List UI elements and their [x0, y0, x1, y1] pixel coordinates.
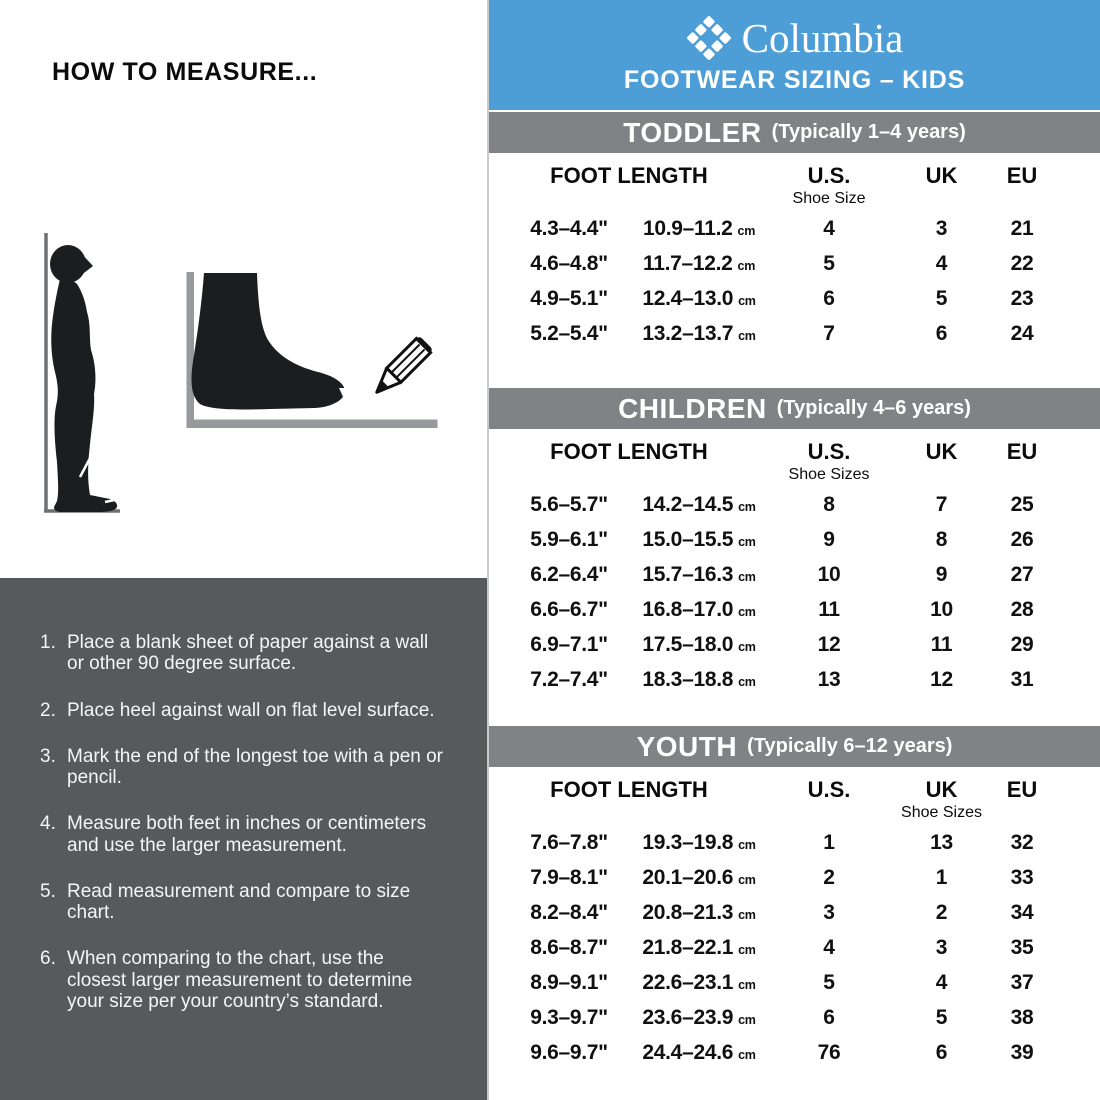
section-name: YOUTH [636, 730, 738, 762]
eu-size: 23 [1010, 286, 1034, 310]
foot-length-cm: 10.9–11.2 cm [642, 216, 756, 240]
us-size: 9 [823, 527, 835, 551]
us-size: 4 [823, 935, 835, 959]
us-size: 2 [823, 865, 835, 889]
step-number: 3. [40, 745, 56, 767]
shoe-size-note: Shoe Sizes [788, 466, 870, 483]
uk-size: 2 [935, 900, 948, 924]
instruction-step [40, 700, 461, 721]
foot-length-inches: 4.6–4.8" [530, 251, 608, 275]
instruction-step [40, 881, 461, 924]
uk-size: 3 [935, 216, 948, 240]
eu-size: 31 [1010, 667, 1034, 691]
eu-size: 24 [1010, 321, 1034, 345]
foot-silhouette [192, 273, 345, 409]
size-row [489, 316, 1100, 351]
us-size: 6 [823, 286, 835, 310]
step-text: Measure both feet in inches or centimeters and use the larger measurement. [67, 813, 427, 856]
foot-length-inches: 4.9–5.1" [530, 286, 608, 310]
size-row [489, 211, 1100, 246]
uk-size: 7 [935, 492, 948, 516]
measurement-diagram [0, 0, 487, 578]
children-section-header [489, 388, 1100, 429]
size-row [489, 1035, 1100, 1070]
measuring-illustration-area [0, 0, 487, 578]
foot-length-cm: 20.8–21.3 cm [642, 900, 756, 924]
foot-length-cm: 16.8–17.0 cm [642, 597, 756, 621]
eu-size: 38 [1010, 1005, 1034, 1029]
uk-size: 4 [935, 970, 948, 994]
step-number: 4. [40, 813, 56, 835]
paper-sheet [196, 410, 409, 417]
uk-size: 12 [930, 667, 953, 691]
col-uk: UK [925, 439, 958, 464]
eu-size: 29 [1010, 632, 1034, 656]
step-number: 6. [40, 948, 56, 970]
brand-wordmark: Columbia [741, 14, 904, 61]
eu-size: 33 [1010, 865, 1034, 889]
us-size: 5 [823, 970, 835, 994]
foot-length-inches: 8.9–9.1" [530, 970, 608, 994]
foot-length-inches: 4.3–4.4" [530, 216, 608, 240]
foot-length-cm: 20.1–20.6 cm [642, 865, 756, 889]
us-size: 3 [823, 900, 835, 924]
shoe-size-note: Shoe Size [792, 190, 866, 207]
instruction-step [40, 813, 461, 856]
eu-size: 28 [1010, 597, 1034, 621]
us-size: 4 [823, 216, 835, 240]
foot-length-inches: 6.9–7.1" [530, 632, 608, 656]
shoe-size-note: Shoe Sizes [901, 804, 982, 821]
size-row [489, 662, 1100, 697]
size-row [489, 281, 1100, 316]
instruction-step [40, 632, 461, 675]
section-age-range: (Typically 6–12 years) [747, 735, 953, 757]
foot-length-inches: 9.6–9.7" [530, 1040, 608, 1064]
foot-length-cm: 19.3–19.8 cm [642, 830, 756, 854]
foot-length-cm: 12.4–13.0 cm [642, 286, 756, 310]
section-children [489, 388, 1100, 697]
foot-length-inches: 6.2–6.4" [530, 562, 608, 586]
eu-size: 22 [1010, 251, 1034, 275]
youth-rows [489, 825, 1100, 1070]
eu-size: 27 [1010, 562, 1034, 586]
instruction-step [40, 948, 461, 1012]
step-text: Place a blank sheet of paper against a wall or other 90 degree surface. [67, 632, 429, 675]
toddler-section-header [489, 112, 1100, 153]
col-foot-length: FOOT LENGTH [550, 777, 708, 802]
eu-size: 26 [1010, 527, 1034, 551]
step-text: Place heel against wall on flat level surface. [67, 699, 435, 721]
columbia-gem-icon [686, 15, 732, 61]
section-toddler [489, 112, 1100, 351]
uk-size: 5 [935, 1005, 948, 1029]
size-row [489, 860, 1100, 895]
eu-size: 34 [1010, 900, 1034, 924]
step-text: When comparing to the chart, use the closest larger measurement to determine your size per your country’s standard. [67, 948, 413, 1012]
uk-size: 4 [935, 251, 948, 275]
how-to-measure-title: HOW TO MEASURE... [52, 58, 318, 86]
step-number: 1. [40, 632, 56, 653]
foot-length-cm: 11.7–12.2 cm [642, 251, 756, 275]
col-eu: EU [1006, 439, 1038, 464]
foot-length-cm: 21.8–22.1 cm [642, 935, 756, 959]
section-age-range: (Typically 4–6 years) [776, 397, 971, 419]
us-size: 76 [817, 1040, 841, 1064]
sizing-tables-panel [487, 0, 1100, 1100]
uk-size: 6 [935, 1040, 948, 1064]
eu-size: 25 [1010, 492, 1034, 516]
foot-length-inches: 8.6–8.7" [530, 935, 608, 959]
uk-size: 9 [935, 562, 948, 586]
col-foot-length: FOOT LENGTH [550, 163, 708, 188]
us-size: 12 [817, 632, 841, 656]
pencil-icon [370, 336, 434, 400]
us-size: 13 [817, 667, 841, 691]
foot-length-inches: 9.3–9.7" [530, 1005, 608, 1029]
step-number: 2. [40, 699, 56, 721]
foot-length-inches: 8.2–8.4" [530, 900, 608, 924]
size-row [489, 1000, 1100, 1035]
columbia-logo [686, 15, 904, 61]
toddler-rows [489, 211, 1100, 351]
us-size: 5 [823, 251, 835, 275]
col-us: U.S. [807, 439, 851, 464]
uk-size: 8 [935, 527, 948, 551]
foot-length-cm: 24.4–24.6 cm [642, 1040, 756, 1064]
foot-length-inches: 7.2–7.4" [530, 667, 608, 691]
step-number: 5. [40, 880, 56, 902]
foot-length-inches: 6.6–6.7" [530, 597, 608, 621]
foot-length-cm: 23.6–23.9 cm [642, 1005, 756, 1029]
uk-size: 10 [930, 597, 953, 621]
foot-length-inches: 5.9–6.1" [530, 527, 608, 551]
foot-length-cm: 14.2–14.5 cm [642, 492, 756, 516]
step-text: Read measurement and compare to size chart. [67, 880, 411, 924]
eu-size: 32 [1010, 830, 1034, 854]
size-row [489, 246, 1100, 281]
uk-size: 6 [935, 321, 948, 345]
us-size: 8 [823, 492, 835, 516]
size-row [489, 895, 1100, 930]
size-row [489, 522, 1100, 557]
col-us: U.S. [807, 163, 851, 188]
foot-length-cm: 13.2–13.7 cm [642, 321, 756, 345]
foot-length-inches: 5.6–5.7" [530, 492, 608, 516]
foot-length-inches: 7.9–8.1" [530, 865, 608, 889]
uk-size: 11 [930, 632, 953, 656]
toddler-column-headers [489, 153, 1100, 211]
col-us: U.S. [807, 777, 851, 802]
uk-size: 5 [935, 286, 948, 310]
foot-length-cm: 18.3–18.8 cm [642, 667, 756, 691]
step-text: Mark the end of the longest toe with a pen or pencil. [67, 745, 444, 789]
size-row [489, 627, 1100, 662]
size-row [489, 592, 1100, 627]
how-to-measure-panel [0, 0, 487, 1100]
size-row [489, 487, 1100, 522]
brand-header [489, 0, 1100, 110]
us-size: 11 [818, 597, 840, 621]
col-eu: EU [1006, 777, 1038, 802]
instruction-step [40, 746, 461, 789]
us-size: 6 [823, 1005, 835, 1029]
children-rows [489, 487, 1100, 697]
eu-size: 39 [1010, 1040, 1034, 1064]
col-foot-length: FOOT LENGTH [550, 439, 708, 464]
section-name: CHILDREN [618, 392, 767, 424]
instructions-panel [0, 578, 487, 1100]
size-row [489, 825, 1100, 860]
foot-length-cm: 15.0–15.5 cm [642, 527, 756, 551]
section-name: TODDLER [623, 116, 762, 148]
col-uk: UK [925, 777, 958, 802]
section-youth [489, 726, 1100, 1070]
uk-size: 3 [935, 935, 948, 959]
uk-size: 1 [935, 865, 948, 889]
col-eu: EU [1006, 163, 1038, 188]
foot-length-cm: 22.6–23.1 cm [642, 970, 756, 994]
foot-length-inches: 7.6–7.8" [530, 830, 608, 854]
eu-size: 35 [1010, 935, 1034, 959]
us-size: 7 [823, 321, 835, 345]
us-size: 1 [823, 830, 835, 854]
col-uk: UK [925, 163, 958, 188]
eu-size: 21 [1010, 216, 1034, 240]
foot-length-cm: 17.5–18.0 cm [642, 632, 756, 656]
uk-size: 13 [930, 830, 953, 854]
us-size: 10 [817, 562, 841, 586]
size-row [489, 930, 1100, 965]
section-age-range: (Typically 1–4 years) [771, 121, 966, 143]
page-title: FOOTWEAR SIZING – KIDS [623, 66, 966, 94]
youth-column-headers [489, 767, 1100, 825]
foot-length-cm: 15.7–16.3 cm [642, 562, 756, 586]
size-row [489, 557, 1100, 592]
eu-size: 37 [1010, 970, 1034, 994]
foot-length-inches: 5.2–5.4" [530, 321, 608, 345]
youth-section-header [489, 726, 1100, 767]
size-row [489, 965, 1100, 1000]
children-column-headers [489, 429, 1100, 487]
